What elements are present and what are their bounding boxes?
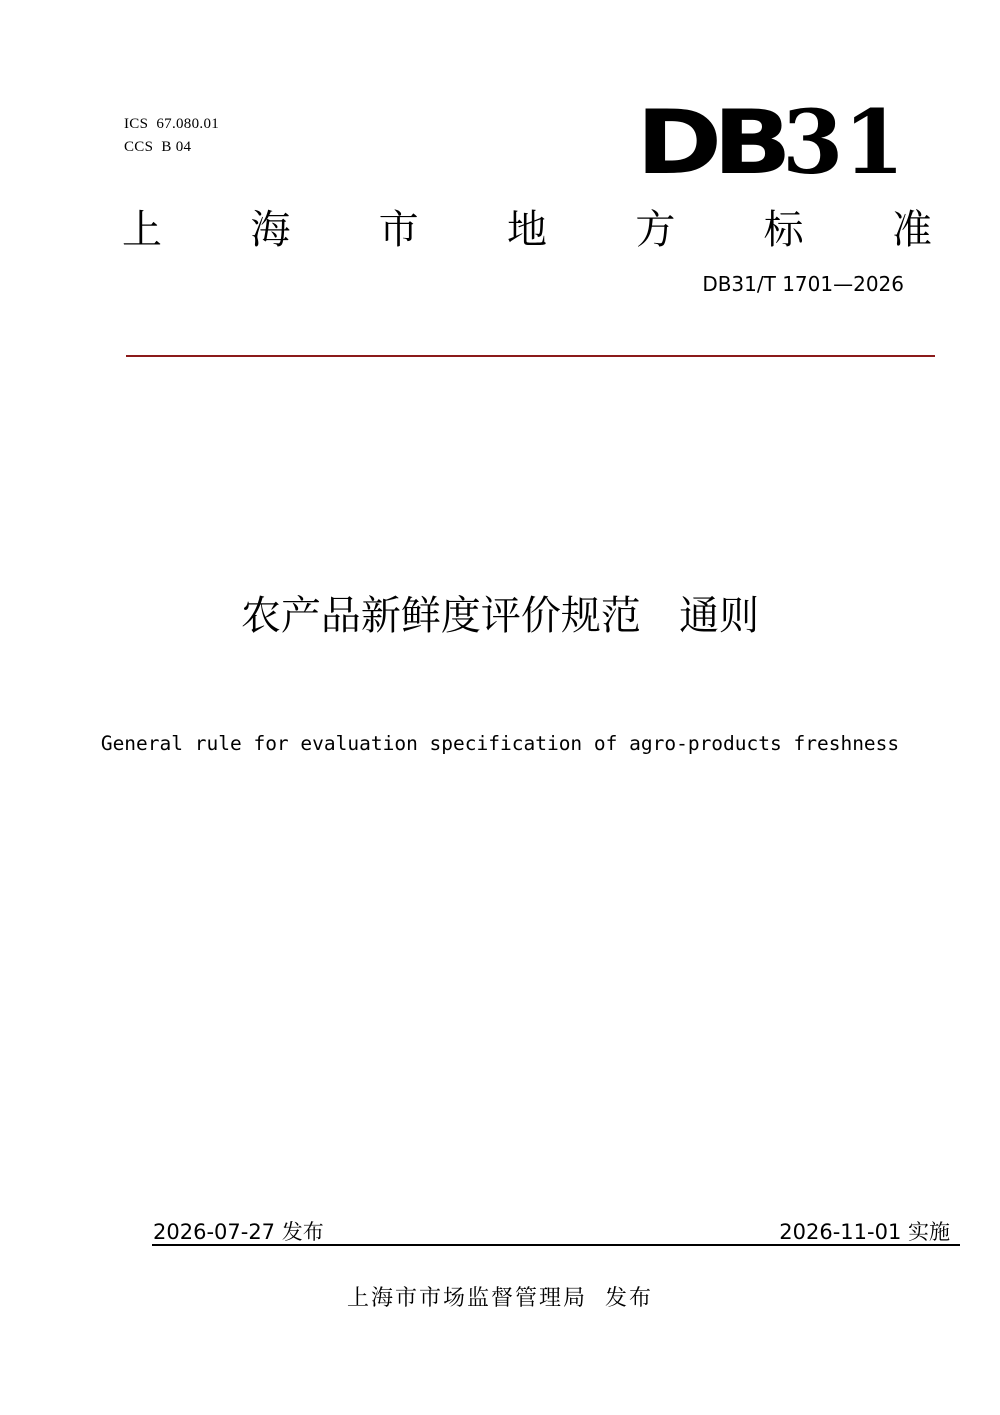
db31-logo [636, 90, 905, 194]
footer-divider [152, 1244, 960, 1246]
standard-type-heading [122, 200, 932, 260]
publisher: 上海市市场监督管理局 发布 [347, 1286, 653, 1311]
standard-type-char: 市 [378, 207, 419, 253]
logo-number: 31 [782, 90, 905, 194]
standard-type-char: 海 [250, 207, 291, 253]
standard-number: DB31/T 1701—2026 [702, 272, 904, 296]
standard-type-char: 标 [763, 207, 804, 253]
standard-type-char: 准 [891, 207, 932, 253]
chinese-title: 农产品新鲜度评价规范 通则 [240, 593, 760, 639]
english-title: General rule for evaluation specification of agro-products freshness [100, 732, 900, 755]
ics-code: ICS 67.080.01 [124, 116, 220, 132]
header-divider [126, 355, 935, 357]
standard-type-char: 上 [122, 207, 162, 253]
standard-type-char: 地 [506, 207, 547, 253]
ccs-code: CCS B 04 [124, 139, 192, 155]
publish-date: 2026-07-27 发布 [153, 1220, 324, 1244]
logo-prefix: DB [636, 91, 783, 194]
standard-type-char: 方 [635, 207, 676, 253]
implementation-date: 2026-11-01 实施 [779, 1220, 950, 1244]
